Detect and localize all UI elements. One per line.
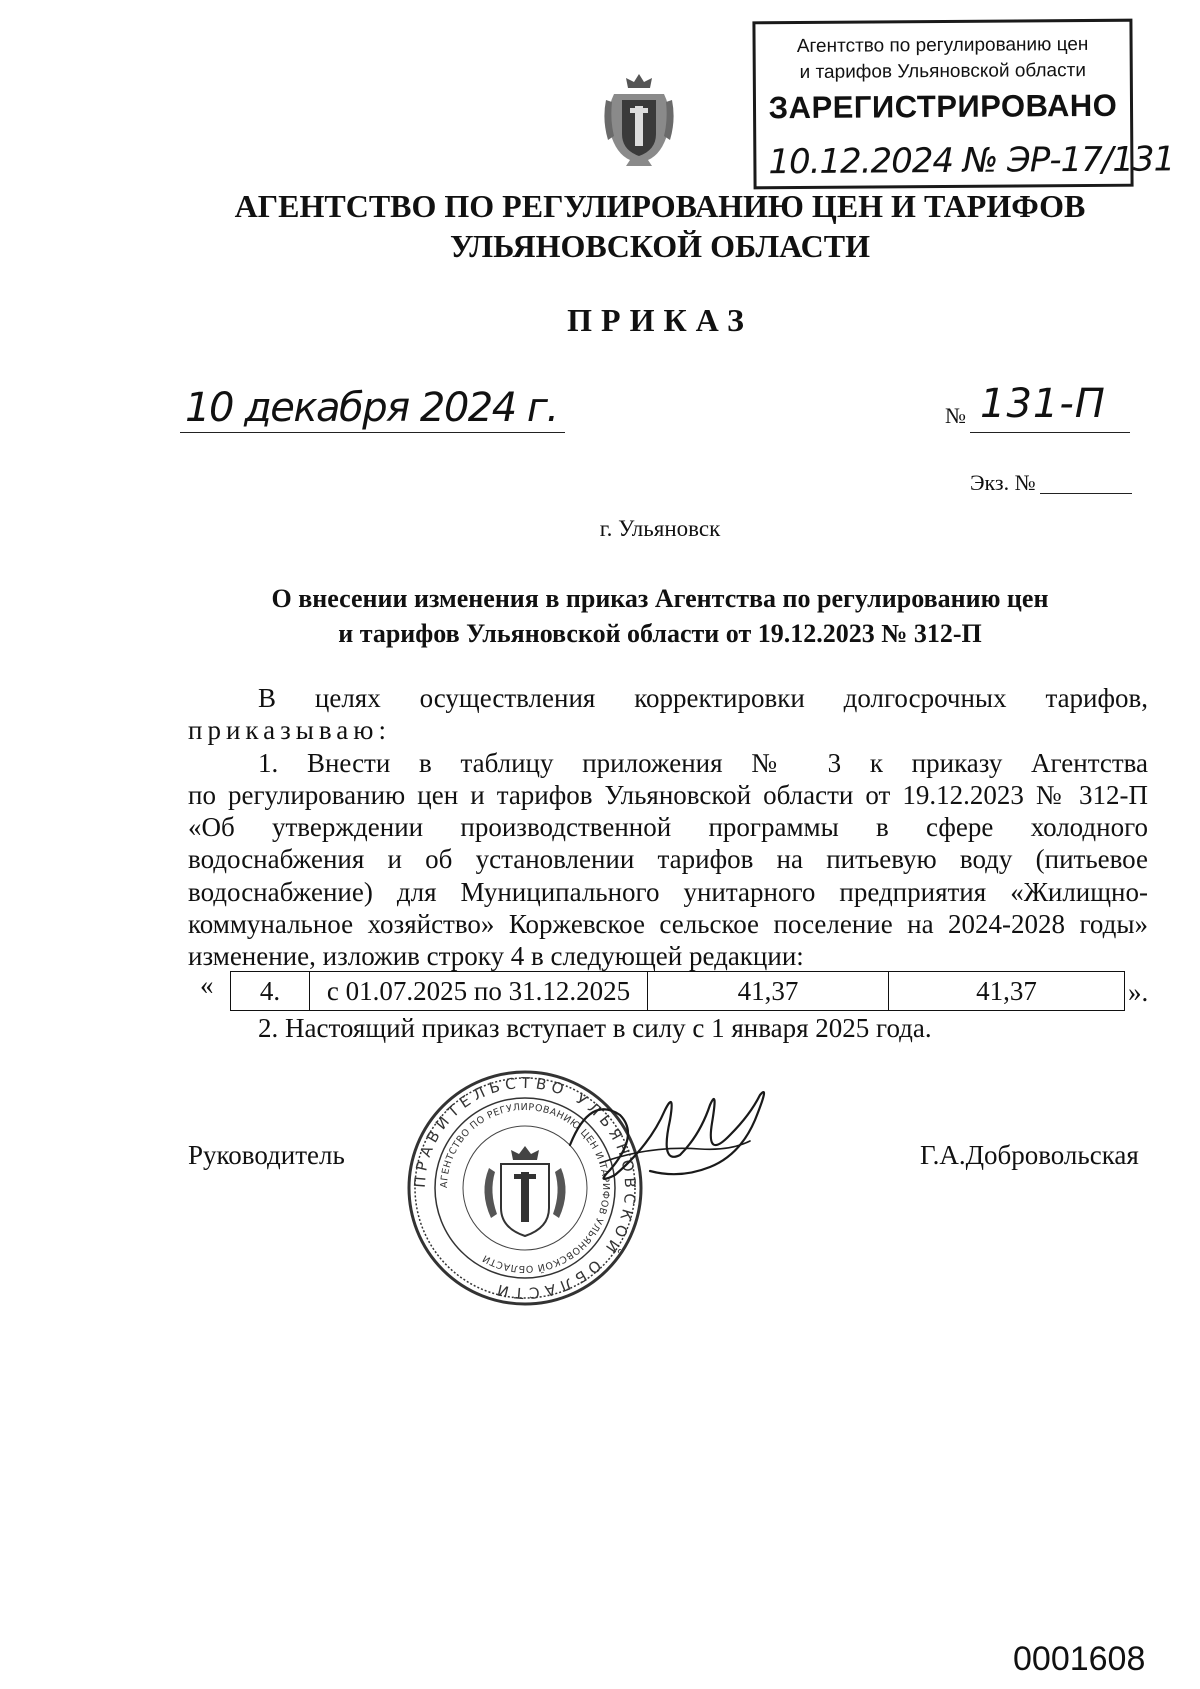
agency-title-line1: АГЕНТСТВО ПО РЕГУЛИРОВАНИЮ ЦЕН И ТАРИФОВ: [234, 188, 1086, 224]
table-row: [231, 972, 1125, 1011]
body-line: коммунальное хозяйство» Коржевское сельское поселение на 2024-2028 годы»: [188, 909, 1148, 940]
order-body: [188, 682, 1148, 973]
body-line: В целях осуществления корректировки долгосрочных тарифов,: [258, 683, 1148, 713]
order-number-underline: [970, 432, 1130, 433]
table-cell-tariff: 41,37: [648, 972, 889, 1011]
body-line: изменение, изложив строку 4 в следующей редакции:: [188, 941, 804, 972]
coat-of-arms-icon: [600, 70, 678, 170]
order-date-underline: [180, 432, 565, 433]
city-name: г. Ульяновск: [599, 516, 721, 541]
order-heading-line1: О внесении изменения в приказ Агентства по регулированию цен: [271, 584, 1049, 613]
order-date-handwritten: 10 декабря 2024 г.: [185, 385, 558, 431]
document-type-title: ПРИКАЗ: [567, 302, 753, 338]
body-line: по регулированию цен и тарифов Ульяновской области от 19.12.2023 № 312-П: [188, 779, 1148, 810]
copy-number-label: Экз. №: [970, 470, 1036, 495]
stamp-agency-line2: и тарифов Ульяновской области: [799, 60, 1086, 83]
copy-number-blank-line: [1040, 493, 1132, 494]
order-effective-date-clause: 2. Настоящий приказ вступает в силу с 1 января 2025 года.: [258, 1013, 932, 1043]
table-cell-period: с 01.07.2025 по 31.12.2025: [310, 972, 648, 1011]
table-quote-close: ».: [1128, 977, 1149, 1007]
order-heading-line2: и тарифов Ульяновской области от 19.12.2023 № 312-П: [338, 619, 982, 648]
order-number-label: №: [945, 403, 966, 428]
seal-inner-text: АГЕНТСТВО ПО РЕГУЛИРОВАНИЮ ЦЕН И ТАРИФОВ УЛЬЯНОВСКОЙ ОБЛАСТИ: [438, 1101, 612, 1275]
agency-title-line2: УЛЬЯНОВСКОЙ ОБЛАСТИ: [449, 228, 871, 264]
registration-stamp: [752, 19, 1175, 190]
stamp-agency-line1: Агентство по регулированию цен: [796, 33, 1089, 58]
body-line: приказываю:: [188, 715, 391, 746]
stamp-registration-entry: 10.12.2024 № ЭР-17/131: [768, 139, 1175, 183]
body-line: 1. Внести в таблицу приложения № 3 к приказу Агентства: [258, 747, 1148, 778]
signatory-name: Г.А.Добровольская: [920, 1140, 1139, 1170]
table-cell-row-number: 4.: [231, 972, 310, 1011]
body-line: водоснабжение) для Муниципального унитарного предприятия «Жилищно-: [188, 876, 1148, 907]
table-cell-tariff: 41,37: [889, 972, 1125, 1011]
table-quote-open: «: [200, 970, 214, 1000]
order-number-handwritten: 131-П: [980, 381, 1106, 427]
stamp-status: ЗАРЕГИСТРИРОВАНО: [768, 87, 1118, 126]
body-line: водоснабжения и об установлении тарифов на питьевую воду (питьевое: [188, 844, 1148, 875]
signatory-role: Руководитель: [188, 1140, 345, 1170]
body-line: «Об утверждении производственной программы в сфере холодного: [188, 812, 1148, 843]
seal-outer-text: ПРАВИТЕЛЬСТВО УЛЬЯНОВСКОЙ ОБЛАСТИ: [410, 1073, 640, 1303]
tariff-table: [230, 971, 1125, 1011]
document-serial-number: 0001608: [1013, 1640, 1146, 1678]
handwritten-signature-icon: [560, 1075, 780, 1215]
